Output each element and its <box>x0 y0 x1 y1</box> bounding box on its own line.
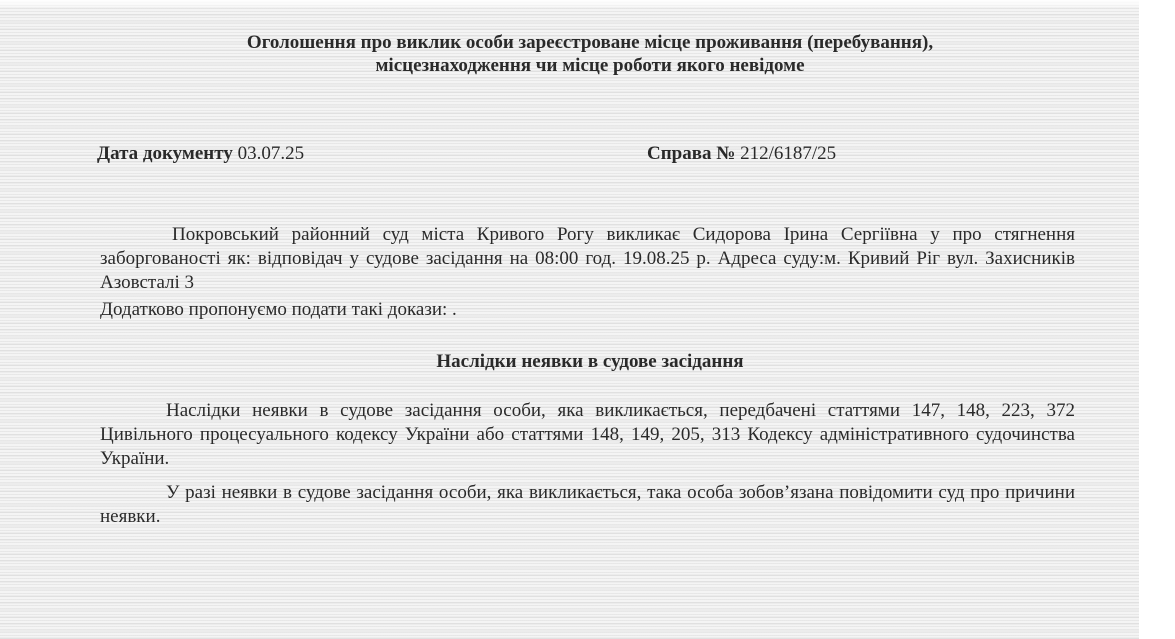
consequences-paragraph-2: У разі неявки в судове засідання особи, яка викликається, така особа зобов’язана повідомити суд про причини неявки. <box>100 482 1075 527</box>
document-date <box>97 142 304 166</box>
notice-title-line1: Оголошення про виклик особи зареєстроване місце проживання (перебування), <box>246 32 934 53</box>
scan-right-edge <box>1139 0 1175 639</box>
case-number <box>647 142 836 166</box>
case-number-value: 212/6187/25 <box>740 143 837 164</box>
document-date-label: Дата документу <box>97 143 233 164</box>
document-date-value: 03.07.25 <box>237 143 305 164</box>
scan-top-edge <box>0 0 1175 10</box>
notice-title-line2: місцезнаходження чи місце роботи якого невідоме <box>375 55 805 76</box>
consequences-heading: Наслідки неявки в судове засідання <box>436 351 744 372</box>
case-number-label: Справа № <box>647 143 736 164</box>
summons-paragraph: Покровський районний суд міста Кривого Рогу викликає Сидорова Ірина Сергіївна у про стягнення заборгованості як: відповідач у судове засідання на 08:00 год. 19.08.25 р. Адреса суду:м. Кривий Ріг вул. Захисників Азовсталі 3 <box>100 224 1075 293</box>
additional-evidence-line: Додатково пропонуємо подати такі докази: . <box>100 299 457 320</box>
consequences-paragraph-1: Наслідки неявки в судове засідання особи, яка викликається, передбачені статтями 147, 148, 223, 372 Цивільного процесуального кодексу України або статтями 148, 149, 205, 313 Кодексу адміністративного судочинства України. <box>100 400 1075 469</box>
